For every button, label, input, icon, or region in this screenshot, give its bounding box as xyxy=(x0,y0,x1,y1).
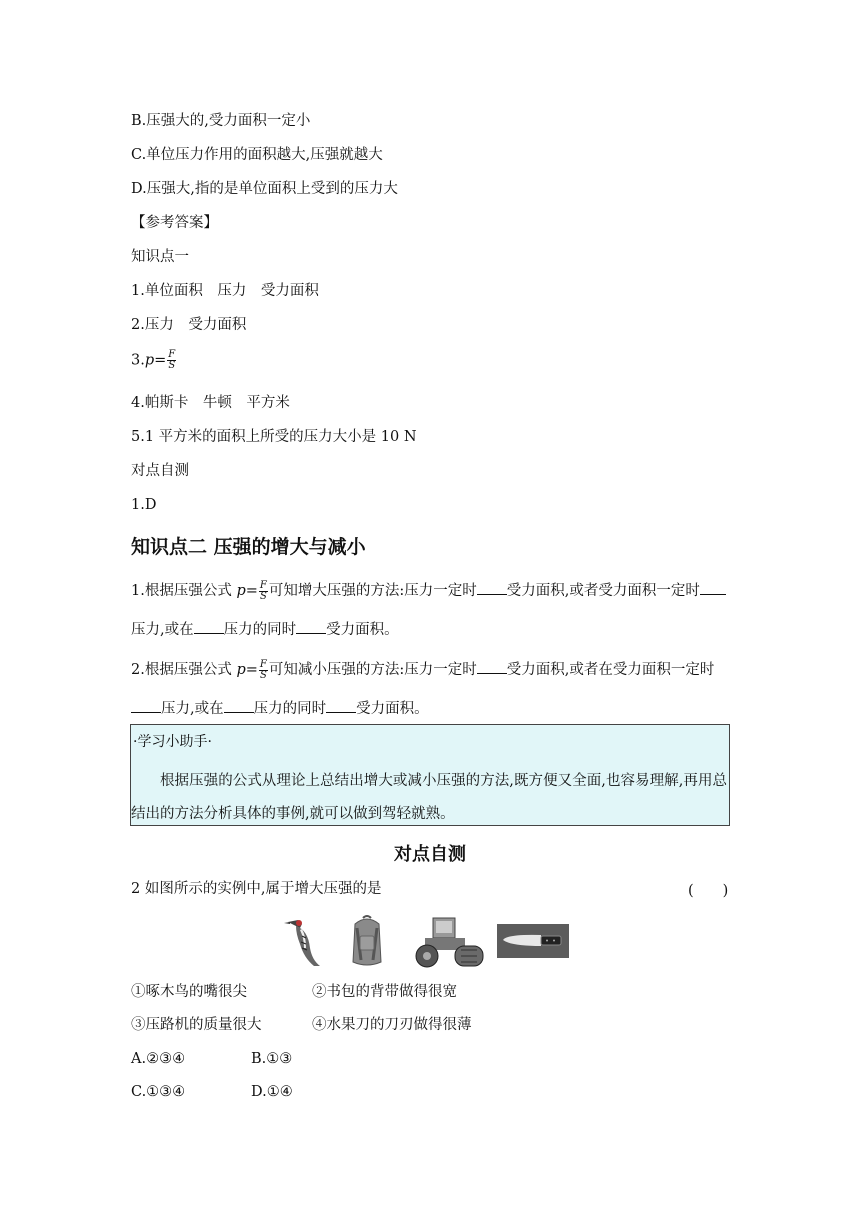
answer-1: 1.单位面积 压力 受力面积 xyxy=(131,283,319,299)
option-b: B.压强大的,受力面积一定小 xyxy=(131,113,311,129)
blank[interactable] xyxy=(131,698,161,713)
backpack-image xyxy=(347,914,387,968)
answer-5: 5.1 平方米的面积上所受的压力大小是 10 N xyxy=(131,429,417,445)
answers-self-test: 对点自测 xyxy=(131,463,189,479)
exercise-title: 对点自测 xyxy=(394,844,466,865)
exercise-item-4: ④水果刀的刀刃做得很薄 xyxy=(312,1017,472,1033)
choice-a[interactable]: A.②③④ xyxy=(131,1051,186,1067)
blank[interactable] xyxy=(700,580,726,595)
formula-fraction: $\frac{F}{S}$ xyxy=(259,579,267,602)
formula-fraction: $\frac{F}{S}$ xyxy=(168,349,176,371)
formula-fraction: $\frac{F}{S}$ xyxy=(259,658,267,681)
option-c: C.单位压力作用的面积越大,压强就越大 xyxy=(131,147,383,163)
answers-section-1: 知识点一 xyxy=(131,249,189,265)
blank[interactable] xyxy=(224,698,254,713)
blank[interactable] xyxy=(296,619,326,634)
answer-4: 4.帕斯卡 牛顿 平方米 xyxy=(131,395,290,411)
choice-b[interactable]: B.①③ xyxy=(251,1051,293,1067)
answer-2: 2.压力 受力面积 xyxy=(131,317,247,333)
blank[interactable] xyxy=(477,659,507,674)
exercise-question: 2 如图所示的实例中,属于增大压强的是 xyxy=(131,881,382,897)
study-helper-body: 根据压强的公式从理论上总结出增大或减小压强的方法,既方便又全面,也容易理解,再用总结出的方法分析具体的事例,就可以做到驾轻就熟。 xyxy=(131,773,727,822)
answer-3: 3.p= $\frac{F}{S}$ xyxy=(131,349,176,371)
section-title: 知识点二 压强的增大与减小 xyxy=(131,536,366,558)
fruit-knife-image xyxy=(497,914,569,968)
exercise-item-1: ①啄木鸟的嘴很尖 xyxy=(131,984,247,1000)
answer-self-1: 1.D xyxy=(131,497,157,513)
question-1-line-1: 1.根据压强公式 p= $\frac{F}{S}$ 可知增大压强的方法:压力一定时 受力面积,或者受力面积一定时 xyxy=(131,580,726,602)
road-roller-image xyxy=(407,914,485,968)
study-helper-box xyxy=(130,724,730,826)
choice-d[interactable]: D.①④ xyxy=(251,1084,293,1100)
question-2-line-1: 2.根据压强公式 p= $\frac{F}{S}$ 可知减小压强的方法:压力一定时 受力面积,或者在受力面积一定时 xyxy=(131,658,715,681)
answer-parentheses: ( ) xyxy=(688,883,729,899)
exercise-item-2: ②书包的背带做得很宽 xyxy=(312,984,457,1000)
exercise-item-3: ③压路机的质量很大 xyxy=(131,1017,262,1033)
study-helper-title: ·学习小助手· xyxy=(133,734,212,750)
blank[interactable] xyxy=(194,619,224,634)
option-d: D.压强大,指的是单位面积上受到的压力大 xyxy=(131,181,398,197)
woodpecker-image xyxy=(282,914,324,968)
answers-heading: 【参考答案】 xyxy=(131,215,218,231)
choice-c[interactable]: C.①③④ xyxy=(131,1084,186,1100)
blank[interactable] xyxy=(477,580,507,595)
question-2-line-2: 压力,或在 压力的同时 受力面积。 xyxy=(131,698,429,719)
question-1-line-2: 压力,或在 压力的同时 受力面积。 xyxy=(131,619,399,640)
blank[interactable] xyxy=(326,698,356,713)
